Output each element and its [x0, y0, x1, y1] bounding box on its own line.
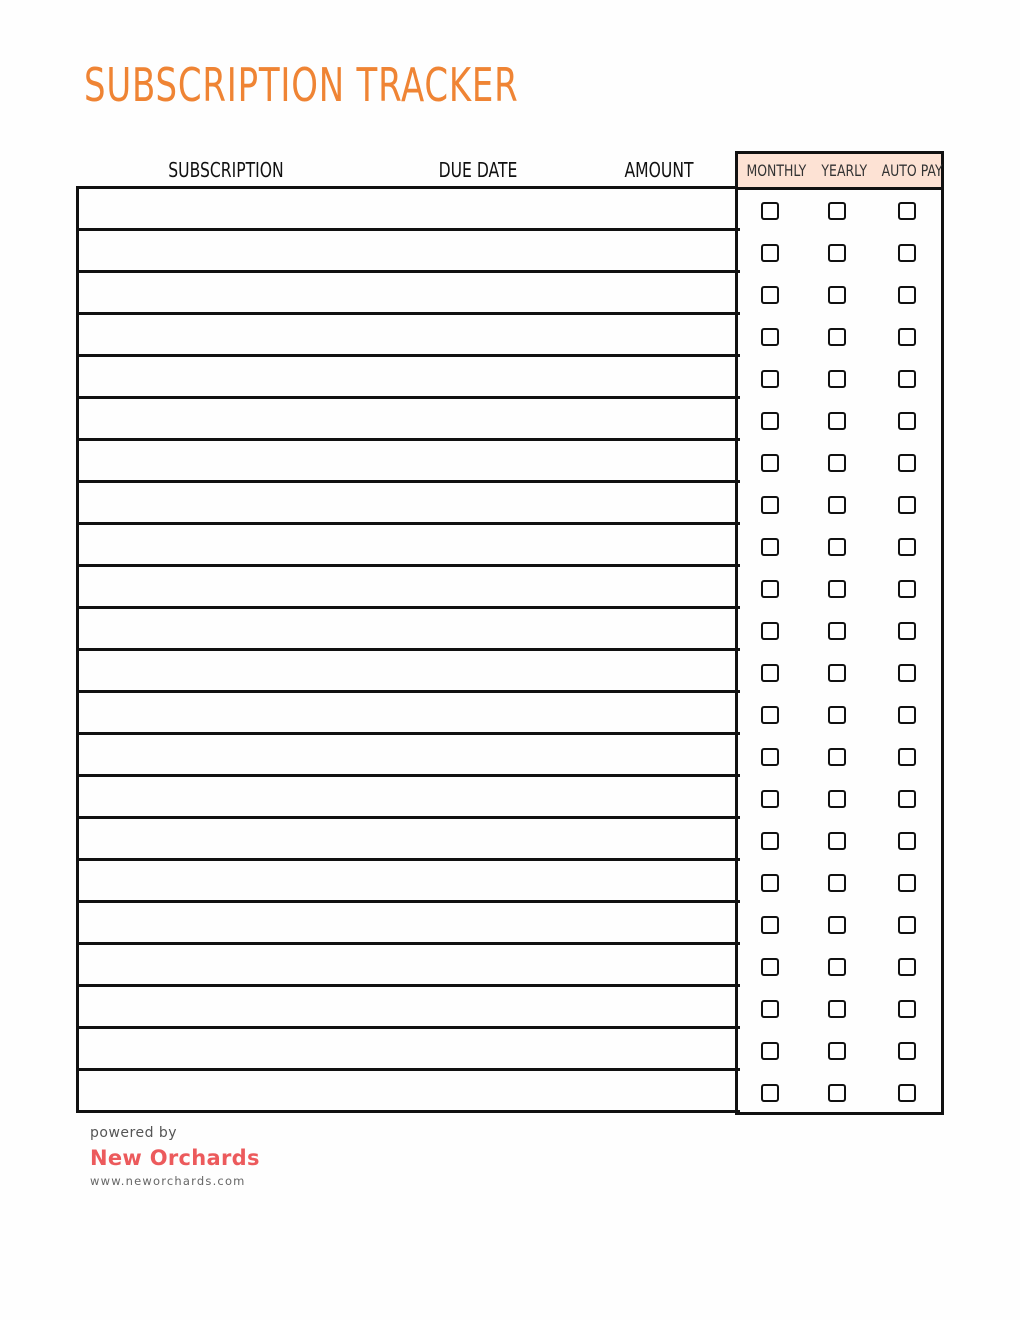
- table-row[interactable]: [79, 900, 740, 942]
- monthly-checkbox[interactable]: [761, 496, 779, 514]
- monthly-checkbox[interactable]: [761, 1042, 779, 1060]
- auto-pay-checkbox[interactable]: [898, 874, 916, 892]
- checkbox-grid: [738, 190, 941, 1114]
- monthly-checkbox[interactable]: [761, 748, 779, 766]
- auto-pay-checkbox[interactable]: [898, 286, 916, 304]
- auto-pay-checkbox[interactable]: [898, 412, 916, 430]
- monthly-checkbox[interactable]: [761, 538, 779, 556]
- checkbox-row: [738, 274, 941, 316]
- table-row[interactable]: [79, 396, 740, 438]
- yearly-checkbox[interactable]: [828, 748, 846, 766]
- checkbox-row: [738, 316, 941, 358]
- checkbox-row: [738, 484, 941, 526]
- column-header-yearly: YEARLY: [821, 161, 867, 180]
- yearly-checkbox[interactable]: [828, 622, 846, 640]
- monthly-checkbox[interactable]: [761, 244, 779, 262]
- auto-pay-checkbox[interactable]: [898, 916, 916, 934]
- checkbox-row: [738, 988, 941, 1030]
- auto-pay-checkbox[interactable]: [898, 748, 916, 766]
- yearly-checkbox[interactable]: [828, 958, 846, 976]
- powered-by-label: powered by: [90, 1125, 178, 1141]
- yearly-checkbox[interactable]: [828, 286, 846, 304]
- checkbox-row: [738, 1030, 941, 1072]
- auto-pay-checkbox[interactable]: [898, 622, 916, 640]
- table-row[interactable]: [79, 606, 740, 648]
- auto-pay-checkbox[interactable]: [898, 1042, 916, 1060]
- page-title: SUBSCRIPTION TRACKER: [84, 58, 519, 112]
- monthly-checkbox[interactable]: [761, 1000, 779, 1018]
- auto-pay-checkbox[interactable]: [898, 832, 916, 850]
- monthly-checkbox[interactable]: [761, 286, 779, 304]
- table-row[interactable]: [79, 858, 740, 900]
- monthly-checkbox[interactable]: [761, 622, 779, 640]
- auto-pay-checkbox[interactable]: [898, 370, 916, 388]
- monthly-checkbox[interactable]: [761, 790, 779, 808]
- auto-pay-checkbox[interactable]: [898, 202, 916, 220]
- monthly-checkbox[interactable]: [761, 202, 779, 220]
- frequency-header: [738, 154, 941, 190]
- yearly-checkbox[interactable]: [828, 790, 846, 808]
- checkbox-row: [738, 904, 941, 946]
- auto-pay-checkbox[interactable]: [898, 538, 916, 556]
- brand-logo: New Orchards: [90, 1146, 260, 1170]
- monthly-checkbox[interactable]: [761, 916, 779, 934]
- yearly-checkbox[interactable]: [828, 832, 846, 850]
- checkbox-row: [738, 820, 941, 862]
- yearly-checkbox[interactable]: [828, 328, 846, 346]
- auto-pay-checkbox[interactable]: [898, 1000, 916, 1018]
- monthly-checkbox[interactable]: [761, 580, 779, 598]
- checkbox-row: [738, 190, 941, 232]
- checkbox-row: [738, 400, 941, 442]
- auto-pay-checkbox[interactable]: [898, 790, 916, 808]
- checkbox-row: [738, 778, 941, 820]
- checkbox-row: [738, 526, 941, 568]
- table-row[interactable]: [79, 1026, 740, 1068]
- table-row[interactable]: [79, 816, 740, 858]
- auto-pay-checkbox[interactable]: [898, 1084, 916, 1102]
- checkbox-row: [738, 862, 941, 904]
- auto-pay-checkbox[interactable]: [898, 496, 916, 514]
- monthly-checkbox[interactable]: [761, 874, 779, 892]
- yearly-checkbox[interactable]: [828, 202, 846, 220]
- brand-url[interactable]: www.neworchards.com: [90, 1174, 246, 1188]
- checkbox-row: [738, 442, 941, 484]
- column-header-monthly: MONTHLY: [746, 161, 807, 180]
- frequency-panel: [735, 151, 944, 1115]
- checkbox-row: [738, 652, 941, 694]
- auto-pay-checkbox[interactable]: [898, 328, 916, 346]
- monthly-checkbox[interactable]: [761, 1084, 779, 1102]
- table-row[interactable]: [79, 774, 740, 816]
- monthly-checkbox[interactable]: [761, 370, 779, 388]
- yearly-checkbox[interactable]: [828, 412, 846, 430]
- monthly-checkbox[interactable]: [761, 706, 779, 724]
- table-row[interactable]: [79, 732, 740, 774]
- checkbox-row: [738, 568, 941, 610]
- auto-pay-checkbox[interactable]: [898, 664, 916, 682]
- yearly-checkbox[interactable]: [828, 1084, 846, 1102]
- monthly-checkbox[interactable]: [761, 832, 779, 850]
- yearly-checkbox[interactable]: [828, 916, 846, 934]
- table-row[interactable]: [79, 228, 740, 270]
- column-header-subscription: SUBSCRIPTION: [168, 158, 284, 182]
- monthly-checkbox[interactable]: [761, 454, 779, 472]
- checkbox-row: [738, 610, 941, 652]
- yearly-checkbox[interactable]: [828, 664, 846, 682]
- monthly-checkbox[interactable]: [761, 958, 779, 976]
- yearly-checkbox[interactable]: [828, 496, 846, 514]
- monthly-checkbox[interactable]: [761, 328, 779, 346]
- table-row[interactable]: [79, 564, 740, 606]
- checkbox-row: [738, 358, 941, 400]
- column-header-amount: AMOUNT: [624, 158, 694, 182]
- auto-pay-checkbox[interactable]: [898, 706, 916, 724]
- yearly-checkbox[interactable]: [828, 1000, 846, 1018]
- subscription-table: [76, 186, 740, 1113]
- table-row[interactable]: [79, 270, 740, 312]
- checkbox-row: [738, 694, 941, 736]
- yearly-checkbox[interactable]: [828, 874, 846, 892]
- table-row[interactable]: [79, 438, 740, 480]
- table-row[interactable]: [79, 312, 740, 354]
- monthly-checkbox[interactable]: [761, 664, 779, 682]
- checkbox-row: [738, 946, 941, 988]
- yearly-checkbox[interactable]: [828, 454, 846, 472]
- table-row[interactable]: [79, 648, 740, 690]
- monthly-checkbox[interactable]: [761, 412, 779, 430]
- table-row[interactable]: [79, 690, 740, 732]
- table-row[interactable]: [79, 186, 740, 228]
- yearly-checkbox[interactable]: [828, 706, 846, 724]
- yearly-checkbox[interactable]: [828, 580, 846, 598]
- yearly-checkbox[interactable]: [828, 244, 846, 262]
- table-row[interactable]: [79, 942, 740, 984]
- auto-pay-checkbox[interactable]: [898, 958, 916, 976]
- auto-pay-checkbox[interactable]: [898, 580, 916, 598]
- checkbox-row: [738, 1072, 941, 1114]
- table-row[interactable]: [79, 522, 740, 564]
- footer: [90, 1125, 260, 1188]
- checkbox-row: [738, 736, 941, 778]
- column-header-due-date: DUE DATE: [438, 158, 518, 182]
- yearly-checkbox[interactable]: [828, 370, 846, 388]
- table-row[interactable]: [79, 984, 740, 1026]
- checkbox-row: [738, 232, 941, 274]
- yearly-checkbox[interactable]: [828, 1042, 846, 1060]
- auto-pay-checkbox[interactable]: [898, 244, 916, 262]
- column-header-auto-pay: AUTO PAY: [881, 161, 943, 180]
- table-row[interactable]: [79, 1068, 740, 1113]
- yearly-checkbox[interactable]: [828, 538, 846, 556]
- table-row[interactable]: [79, 480, 740, 522]
- auto-pay-checkbox[interactable]: [898, 454, 916, 472]
- table-row[interactable]: [79, 354, 740, 396]
